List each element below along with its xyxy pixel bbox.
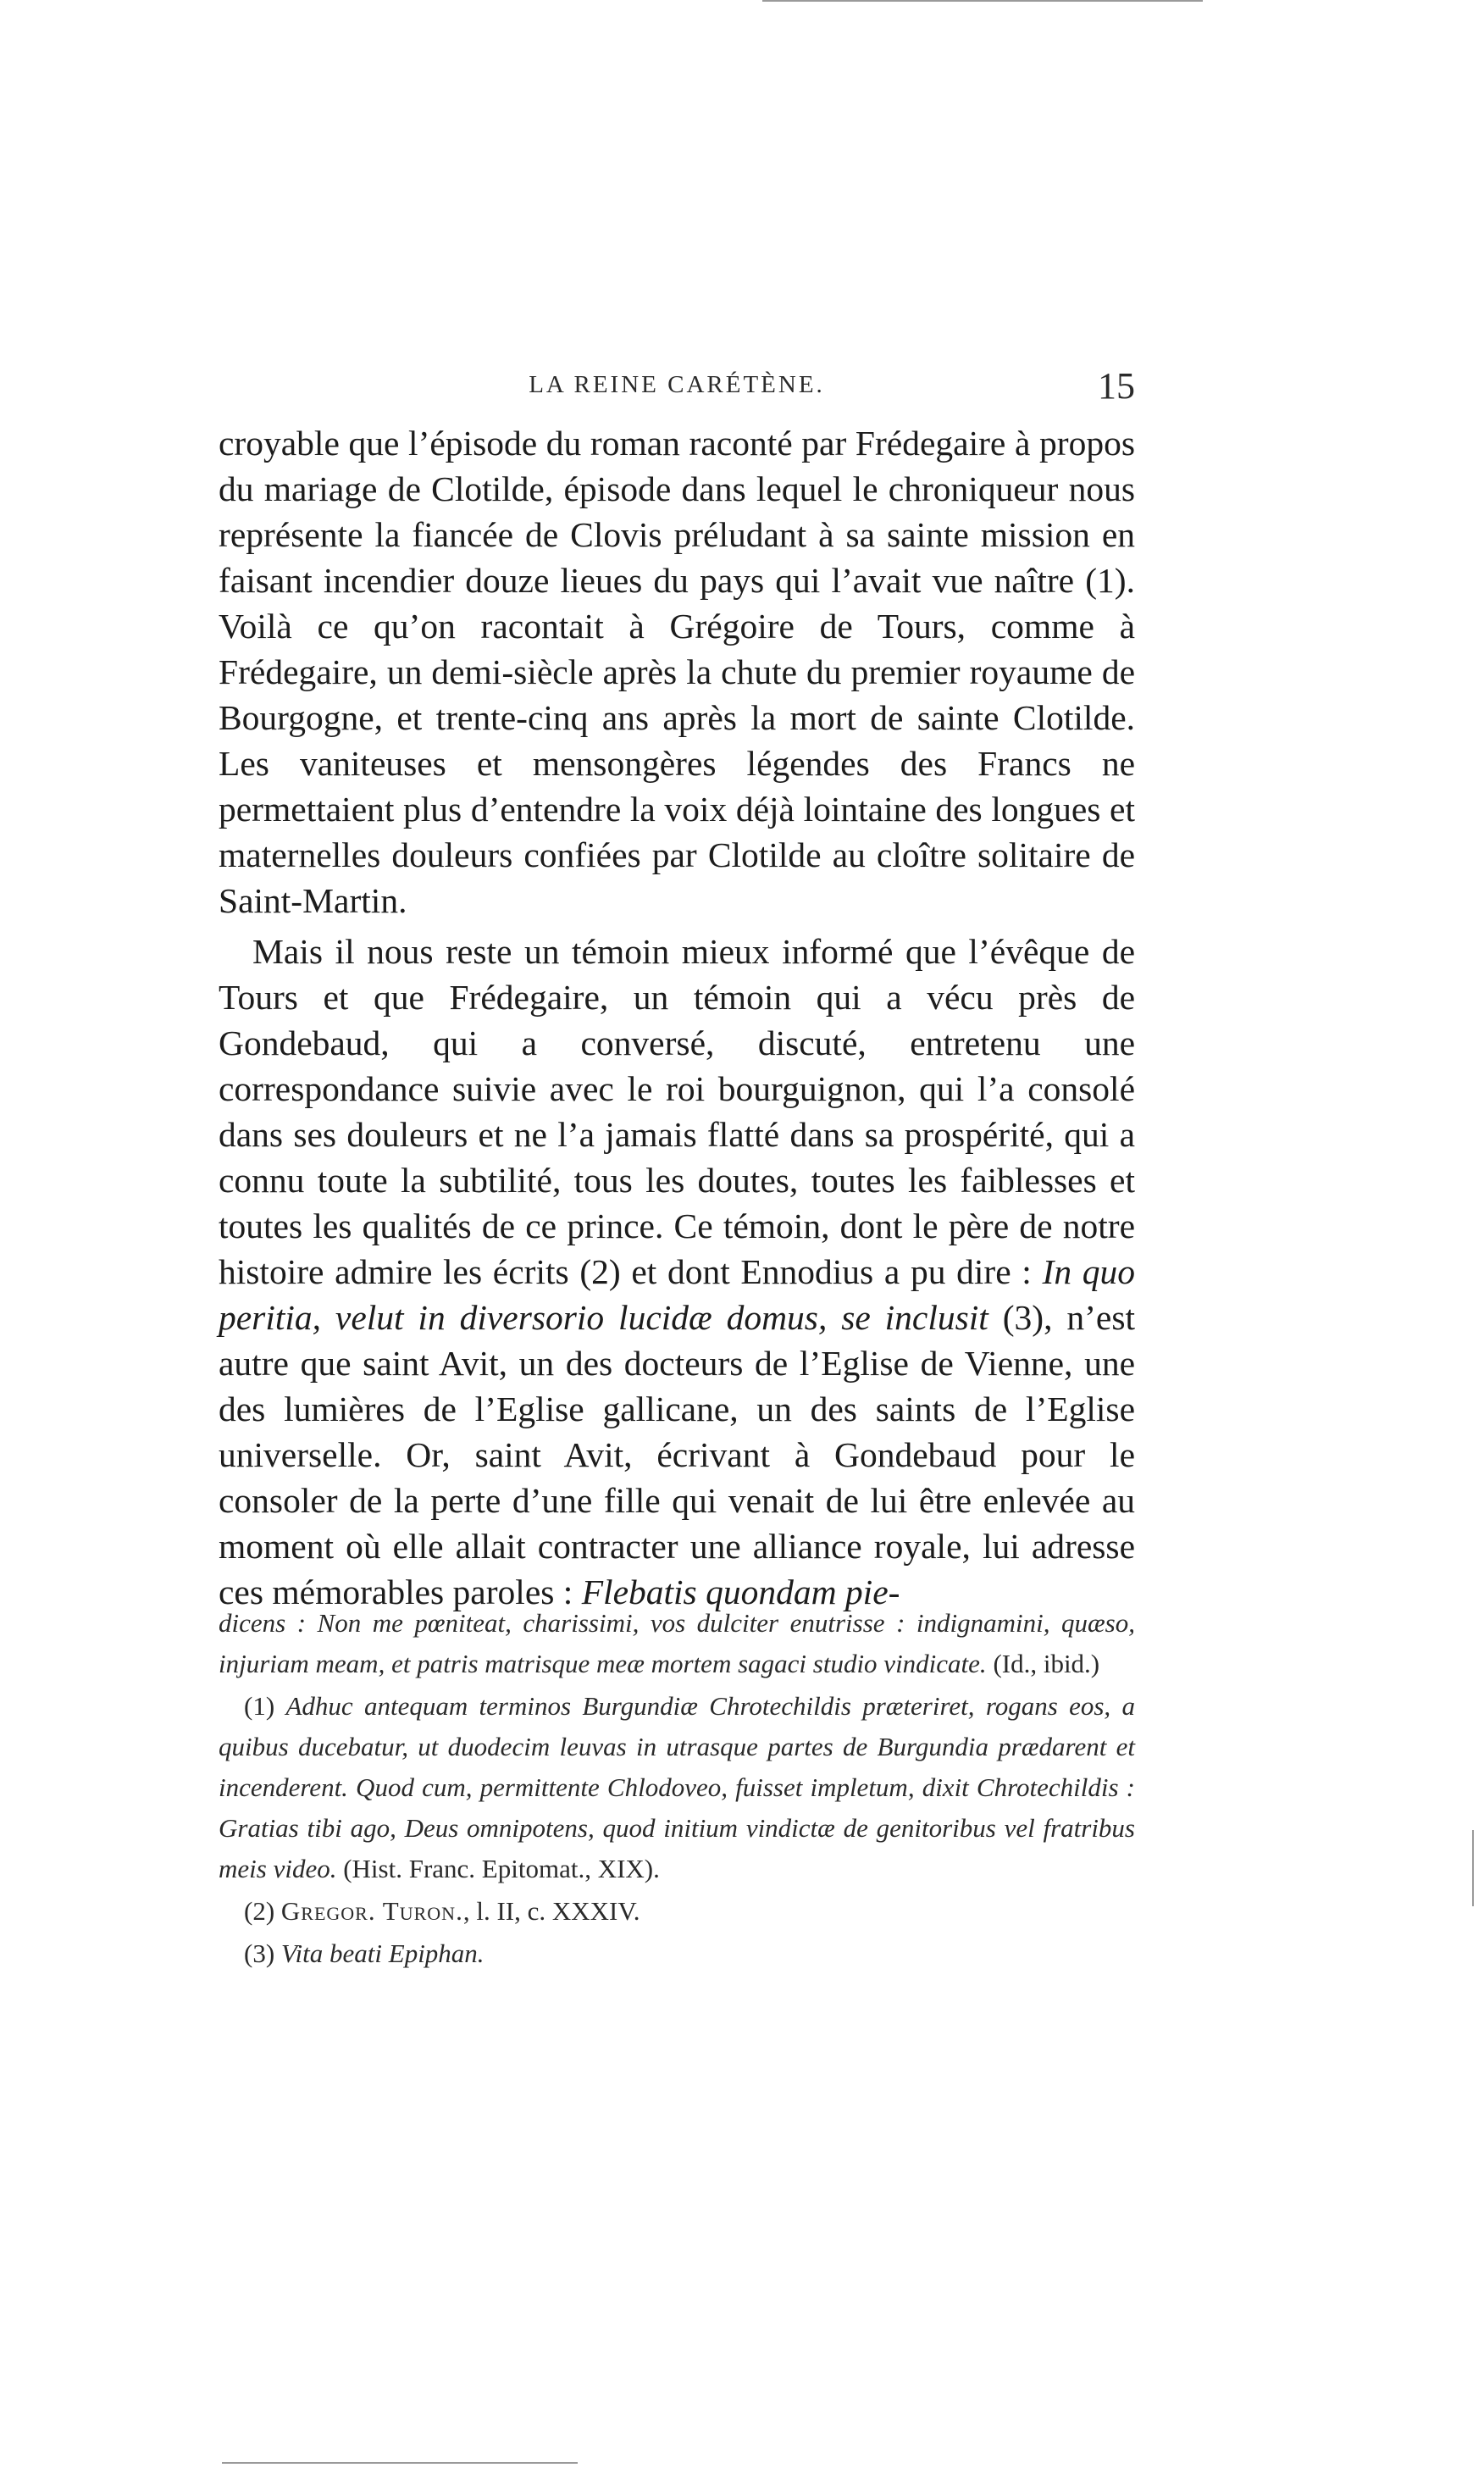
citation: , l. II, c. XXXIV. [462, 1896, 640, 1926]
latin-quotation: In quo peritia, velut in diversorio lucidæ domus, se inclusit [219, 1252, 1135, 1337]
footnote-marker: (3) [244, 1938, 281, 1968]
footnote-marker: (1) [244, 1691, 286, 1721]
footnotes [219, 1603, 1135, 1974]
citation: (Hist. Franc. Epitomat., XIX). [336, 1854, 660, 1883]
running-title: LA REINE CARÉTÈNE. [529, 371, 825, 398]
footnote-marker: (2) [244, 1896, 281, 1926]
citation: (Id., ibid.) [986, 1649, 1100, 1678]
latin-quotation: Adhuc antequam terminos Burgundiæ Chrotechildis præteriret, rogans eos, a quibus ducebatur, ut duodecim leuvas in utrasque partes de Burgundia prædarent et incenderent. Quod cum, permittente Chlodoveo, fuisset impletum, dixit Chrotechildis : Gratias tibi ago, Deus omnipotens, quod initium vindictæ de genitoribus vel fratribus meis video. [219, 1691, 1135, 1883]
text-run: Mais il nous reste un témoin mieux informé que l’évêque de Tours et que Frédegaire, un témoin qui a vécu près de Gondebaud, qui a conversé, discuté, entretenu une correspondance suivie avec le roi bourguignon, qui l’a consolé dans ses douleurs et ne l’a jamais flatté dans sa prospérité, qui a connu toute la subtilité, tous les doutes, toutes les faiblesses et toutes les qualités de ce prince. Ce témoin, dont le père de notre histoire admire les écrits (2) et dont Ennodius a pu dire : [219, 932, 1135, 1291]
text-run: (3), n’est autre que saint Avit, un des docteurs de l’Eglise de Vienne, une des lumières de l’Eglise gallicane, un des saints de l’Eglise universelle. Or, saint Avit, écrivant à Gondebaud pour le consoler de la perte d’une fille qui venait de lui être enlevée au moment où elle allait contracter une alliance royale, lui adresse ces mémorables paroles : [219, 1298, 1136, 1611]
main-text [219, 420, 1135, 1615]
latin-quotation: Flebatis quondam pie- [581, 1572, 900, 1611]
scan-edge-mark-top [762, 0, 1203, 2]
body-paragraph [219, 929, 1135, 1615]
body-paragraph [219, 420, 1135, 923]
latin-quotation: dicens : Non me pœniteat, charissimi, vos dulciter enutrisse : indignamini, quæso, injuriam meam, et patris matrisque meæ mortem sagaci studio vindicate. [219, 1608, 1135, 1678]
footnote-2 [219, 1891, 1135, 1932]
footnote-continuation [219, 1603, 1135, 1684]
scan-edge-mark-bottom [222, 2462, 578, 2464]
scan-edge-mark-right [1472, 1830, 1474, 1906]
footnote-3 [219, 1933, 1135, 1974]
work-title: Vita beati Epiphan. [280, 1938, 485, 1968]
footnote-1 [219, 1686, 1135, 1889]
page-number: 15 [1098, 365, 1135, 407]
text-run: croyable que l’épisode du roman raconté par Frédegaire à propos du mariage de Clotilde, épisode dans lequel le chroniqueur nous représente la fiancée de Clovis préludant à sa sainte mission en faisant incendier douze lieues du pays qui l’avait vue naître (1). Voilà ce qu’on racontait à Grégoire de Tours, comme à Frédegaire, un demi-siècle après la chute du premier royaume de Bourgogne, et trente-cinq ans après la mort de sainte Clotilde. Les vaniteuses et mensongères légendes des Francs ne permettaient plus d’entendre la voix déjà lointaine des longues et maternelles douleurs confiées par Clotilde au cloître solitaire de Saint-Martin. [219, 424, 1135, 920]
author-name: Gregor. Turon. [280, 1896, 463, 1926]
running-head [219, 366, 1135, 417]
